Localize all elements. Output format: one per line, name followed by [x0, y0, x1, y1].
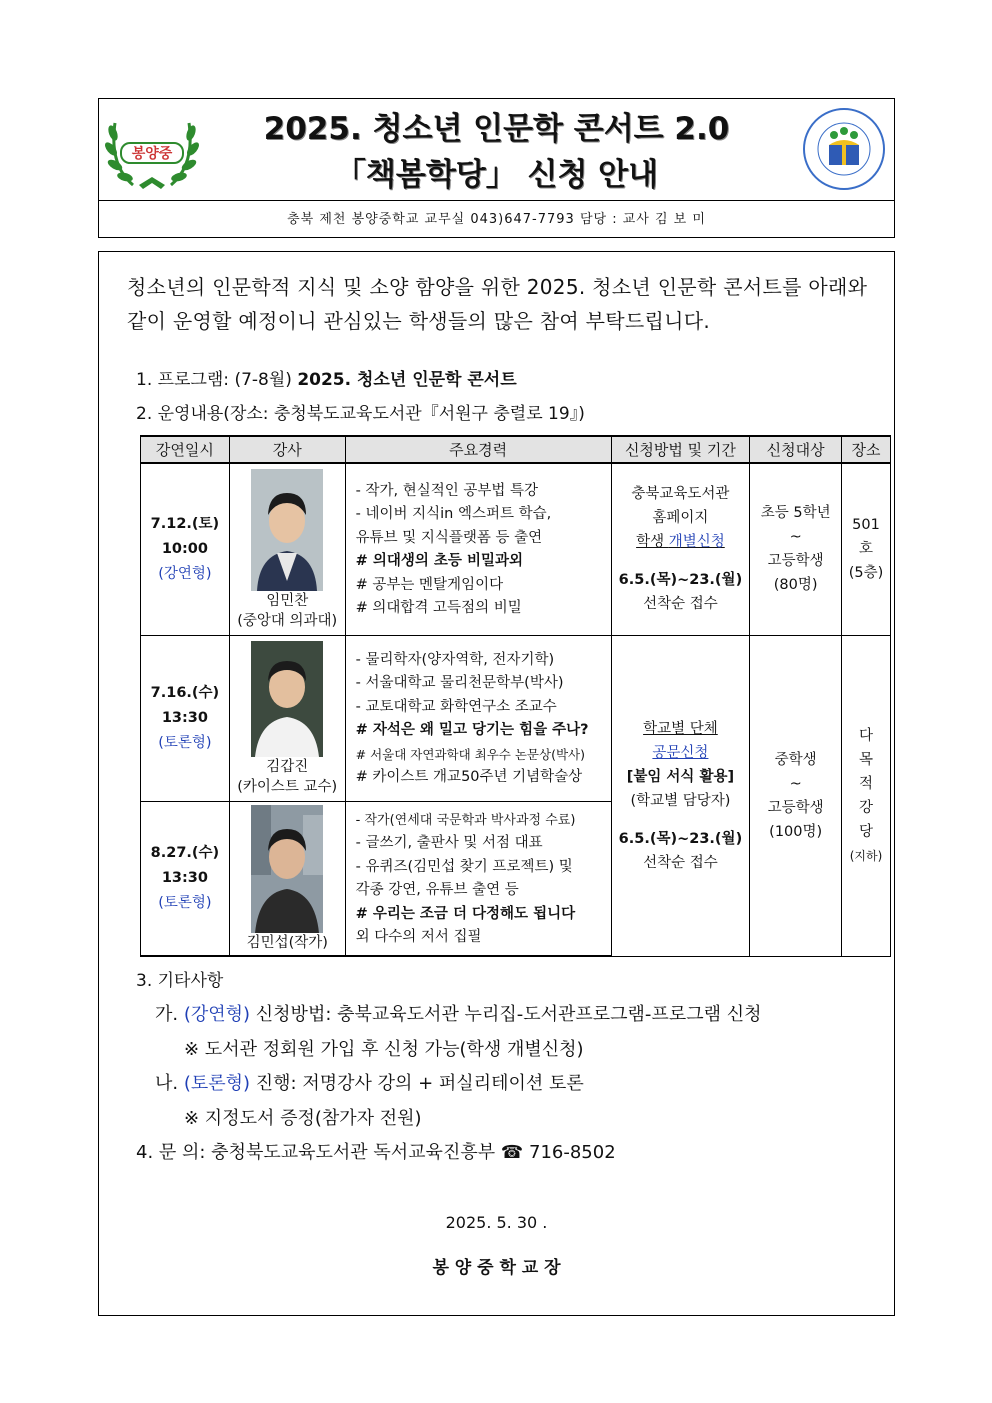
document-date: 2025. 5. 30 .: [445, 1213, 548, 1232]
library-logo: [802, 105, 886, 193]
target-line: 초등 5학년: [760, 505, 831, 522]
phone-icon: ☎: [500, 1142, 524, 1163]
career-line: - 글쓰기, 출판사 및 서점 대표: [355, 835, 543, 852]
lecturer-cell: [229, 463, 345, 635]
lecturer-photo: [251, 469, 323, 591]
title-line-1: 2025. 청소년 인문학 콘서트 2.0: [263, 111, 730, 147]
career-cell: [345, 463, 611, 635]
place-line: 다: [859, 727, 874, 744]
career-line: 외 다수의 저서 집필: [355, 929, 482, 946]
career-cell: [345, 801, 611, 956]
place-line: 목: [859, 751, 874, 768]
target-line: ~: [789, 775, 802, 792]
career-line: - 작가, 현실적인 공부법 특강: [355, 482, 539, 499]
lecturer-photo: [251, 805, 323, 933]
item-3b-prefix: 나.: [155, 1073, 184, 1094]
career-line: # 우리는 조금 더 다정해도 됩니다: [355, 905, 576, 922]
lecturer-name: 김민섭(작가): [246, 935, 328, 952]
target-line: (80명): [773, 577, 818, 594]
item-3b: [155, 1069, 584, 1095]
item-3a-note: ※ 도서관 정회원 가입 후 신청 가능(학생 개별신청): [184, 1039, 584, 1060]
target-line: 고등학생: [767, 553, 824, 570]
item-3b-text: 진행: 저명강사 강의 + 퍼실리테이션 토론: [250, 1073, 584, 1094]
career-line: 유튜브 및 지식플랫폼 등 출연: [355, 529, 543, 546]
item-3a-type: (강연형): [183, 1004, 251, 1025]
school-contact-line: 충북 제천 봉양중학교 교무실 043)647-7793 담당 : 교사 김 보 미: [99, 200, 894, 238]
apply-cell: [611, 463, 750, 635]
lecturer-affiliation: (카이스트 교수): [237, 779, 338, 795]
col-header-apply: 신청방법 및 기간: [611, 436, 750, 463]
place-line: (지하): [849, 848, 883, 863]
apply-individual: 개별신청: [668, 534, 725, 551]
place-line: 강: [859, 799, 874, 816]
lecturer-name: 임민찬: [266, 593, 309, 610]
item-1-program-name: 2025. 청소년 인문학 콘서트: [297, 370, 517, 390]
row-type: (강연형): [158, 565, 212, 582]
document-body: [98, 251, 895, 1316]
row-date: 7.16.(수): [150, 684, 220, 701]
place-line: 호: [859, 541, 874, 558]
item-1-prefix: 1. 프로그램: (7-8월): [136, 370, 298, 390]
col-header-lecturer: 강사: [229, 436, 345, 463]
item-3b-type: (토론형): [183, 1073, 251, 1094]
apply-student: 학생: [636, 534, 669, 551]
col-header-target: 신청대상: [750, 436, 842, 463]
apply-line: 충북교육도서관: [631, 486, 730, 503]
item-4-label: 4. 문 의: 충청북도교육도서관 독서교육진흥부: [136, 1142, 501, 1163]
intro-paragraph: 청소년의 인문학적 지식 및 소양 함양을 위한 2025. 청소년 인문학 콘서트를 아래와 같이 운영할 예정이니 관심있는 학생들의 많은 참여 부탁드립니다.: [127, 275, 868, 333]
target-line: (100명): [769, 823, 823, 840]
title-line-2: 「책봄학당」 신청 안내: [334, 157, 659, 193]
document-header: [98, 98, 895, 238]
place-line: 적: [859, 775, 874, 792]
item-4-phone: 716-8502: [523, 1142, 616, 1163]
col-header-career: 주요경력: [345, 436, 611, 463]
table-row: [141, 635, 891, 801]
career-line: # 서울대 자연과학대 최우수 논문상(박사): [355, 746, 585, 762]
apply-line: [붙임 서식 활용]: [626, 768, 735, 785]
row-date: 8.27.(수): [150, 844, 220, 861]
lecturer-cell: [229, 801, 345, 956]
apply-period: 6.5.(목)~23.(월): [618, 830, 743, 847]
col-header-date: 강연일시: [141, 436, 230, 463]
place-cell: [842, 463, 891, 635]
apply-cell: [611, 635, 750, 956]
col-header-place: 장소: [842, 436, 891, 463]
career-line: # 의대합격 고득점의 비밀: [355, 600, 522, 617]
apply-line: 학교별 단체: [643, 720, 718, 737]
table-header-row: [141, 436, 891, 463]
lecturer-photo: [251, 641, 323, 757]
place-line: 당: [859, 823, 874, 840]
apply-line: (학교별 담당자): [630, 792, 731, 809]
apply-line: [612, 530, 750, 554]
item-3a: [155, 1000, 761, 1026]
row-time: 13:30: [161, 709, 208, 726]
career-line: - 네이버 지식in 엑스퍼트 학습,: [355, 506, 552, 523]
apply-order: 선착순 접수: [643, 854, 718, 871]
item-3a-prefix: 가.: [155, 1004, 184, 1025]
career-line: - 서울대학교 물리천문학부(박사): [355, 675, 564, 691]
place-line: 501: [852, 517, 880, 534]
career-line: - 교토대학교 화학연구소 조교수: [355, 698, 557, 715]
schedule-table: [140, 435, 891, 957]
career-line: # 카이스트 개교50주년 기념학술상: [355, 769, 583, 785]
header-title-area: [99, 99, 894, 200]
item-3b-note: ※ 지정도서 증정(참가자 전원): [184, 1108, 422, 1129]
apply-line: 홈페이지: [652, 510, 709, 527]
career-line: - 물리학자(양자역학, 전자기학): [355, 651, 555, 668]
career-line: - 유퀴즈(김민섭 찾기 프로젝트) 및: [355, 858, 573, 875]
signer: 봉 양 중 학 교 장: [432, 1258, 561, 1278]
career-line: # 자석은 왜 밀고 당기는 힘을 주나?: [355, 722, 589, 738]
row-type: (토론형): [158, 734, 212, 751]
item-1-program: [136, 365, 517, 390]
row-date-cell: [141, 801, 230, 956]
lecturer-name: 김갑진: [266, 759, 309, 775]
item-3-etc: 3. 기타사항: [136, 971, 224, 991]
row-date: 7.12.(토): [150, 515, 220, 532]
career-line: # 의대생의 초등 비밀과외: [355, 553, 524, 570]
apply-period: 6.5.(목)~23.(월): [618, 572, 743, 589]
row-time: 13:30: [161, 869, 208, 886]
item-2-content: 2. 운영내용(장소: 충청북도교육도서관『서원구 충렬로 19』): [136, 404, 585, 424]
target-line: 중학생: [774, 751, 817, 768]
career-line: - 작가(연세대 국문학과 박사과정 수료): [355, 812, 576, 828]
target-line: ~: [789, 529, 802, 546]
apply-order: 선착순 접수: [643, 596, 718, 613]
item-4-inquiry: [136, 1138, 616, 1164]
target-cell: [750, 635, 842, 956]
row-date-cell: [141, 635, 230, 801]
career-line: 각종 강연, 유튜브 출연 등: [355, 882, 519, 899]
place-cell: [842, 635, 891, 956]
career-cell: [345, 635, 611, 801]
row-time: 10:00: [161, 540, 208, 557]
school-logo-text: 봉양중: [131, 146, 173, 162]
apply-line: 공문신청: [652, 744, 709, 761]
row-type: (토론형): [158, 894, 212, 911]
place-line: (5층): [848, 565, 884, 582]
lecturer-cell: [229, 635, 345, 801]
row-date-cell: [141, 463, 230, 635]
item-3a-text: 신청방법: 충북교육도서관 누리집-도서관프로그램-프로그램 신청: [250, 1004, 762, 1025]
table-row: [141, 463, 891, 635]
target-cell: [750, 463, 842, 635]
career-line: # 공부는 멘탈게임이다: [355, 576, 504, 593]
lecturer-affiliation: (중앙대 의과대): [237, 613, 338, 630]
target-line: 고등학생: [767, 799, 824, 816]
